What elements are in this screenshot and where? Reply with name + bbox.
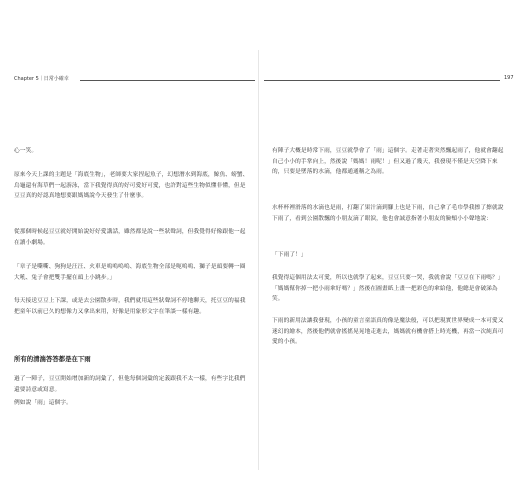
paragraph: 例如說「雨」這個字。 — [14, 400, 72, 406]
page-gutter — [258, 50, 259, 470]
paragraph: 水杯杯裡滑落的水滴也是雨，打翻了果汁滴到腳上也是下雨，自己拿了毛巾學我擦了擦就說下雨了，看到公園散飄的小朋友滴了眼淚，他也會誠意指著小朋友的臉頰小小聲地說： — [272, 205, 504, 222]
quote-paragraph: 「下雨了！」 — [272, 252, 307, 258]
paragraph: 從那個時候起豆豆就好開始說好好愛講話，雖然都是說一些狀聲詞，但我覺得好像跟他一起在讀小劇場。 — [14, 229, 246, 246]
quote-paragraph: 「章子是嘶嘶、狗狗是汪汪、火車是嗚嗚嗚嗚、海底生物全部是呃嗚嗚、獅子是頭要轉一圈大吼、兔子會把雙手擺在頭上小跳步。」 — [14, 264, 246, 281]
header-rule-right — [264, 80, 500, 81]
paragraph: 每天接送豆豆上下課，或是去公園散步時，我們就用這些狀聲詞不停地聊天，托豆豆的福我把童年以前已久的想像力又拿出來用，好像是用象形文字在筆談一樣有趣。 — [14, 298, 246, 315]
header-rule-left — [80, 80, 255, 81]
section-heading: 所有的清湍答答都是在下雨 — [14, 355, 91, 363]
paragraph: 心一笑。 — [14, 148, 38, 154]
paragraph: 下雨的新用法讓我發現，小孩的童言童語真的像是魔法般，可以把現實世界變成一本可愛又迷幻的繪本，然後他們就會搖搖晃晃地走進去，媽媽就有機會搭上時光機，再當一次純真可愛的小孩。 — [272, 318, 504, 346]
page-number: 197 — [504, 75, 514, 81]
chapter-header: Chapter 5｜日常小確幸 — [14, 76, 69, 82]
paragraph: 過了一陣子，豆豆開始增加新的詞彙了，但他每個詞彙的定義跟我不太一樣，有些字比我們還要詩意或寫意。 — [14, 376, 246, 393]
paragraph: 原來今天上課的主題是「海底生物」，老師要大家捏起魚子，幻想潛水到海底，鯨魚、螃蟹、烏龜還有海草們一起游泳，當下我覺得真的好可愛好可愛，也許對這些生物似懂非懂，但是豆豆真的好認真地想要跟媽媽說今天發生了什麼事。 — [14, 172, 249, 200]
paragraph: 我覺得這個用法太可愛，所以也就學了起來，豆豆只要一哭，我就會說「豆豆在下雨嗎？」「媽媽幫你掉一把小雨傘好嗎？」然後在圖畫紙上畫一把彩色的傘給他，他總是會破涕為笑。 — [272, 275, 504, 303]
paragraph: 有陣子大概是時常下雨，豆豆就學會了「雨」這個字。走著走著突然飄起雨了，他就會翻起自己小小的手掌向上，然後說「媽媽！雨呢！」但又過了幾天，我發現不僅是天空降下來的，只要是墜落的水滴，他都通通稱之為雨。 — [272, 148, 504, 176]
